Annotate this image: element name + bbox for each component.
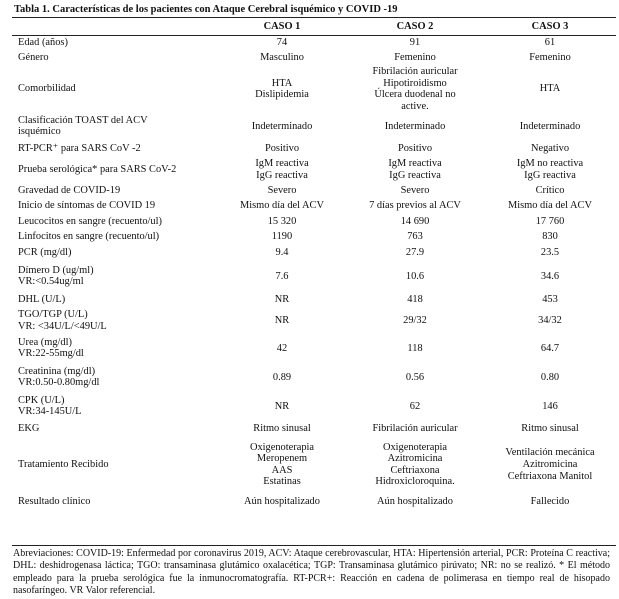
case-2-value: Aún hospitalizado: [377, 495, 453, 507]
table-row: [12, 229, 616, 244]
table-row: [12, 437, 616, 492]
case-3-value: 23.5: [540, 247, 560, 259]
case-2-value: IgM reactiva IgG reactiva: [388, 158, 442, 181]
case-3-value: 34/32: [538, 315, 562, 327]
case-3-value: Ritmo sinusal: [521, 423, 579, 435]
case-2-value: 7 días previos al ACV: [369, 200, 461, 212]
table-row: [12, 66, 616, 112]
row-label: Gravedad de COVID-19: [18, 185, 121, 197]
table-row: [12, 492, 616, 510]
row-label: Dímero D (ug/ml) VR:<0.54ug/ml: [18, 264, 94, 288]
case-2-value: 10.6: [405, 270, 425, 282]
table-row: [12, 420, 616, 437]
case-1-value: Mismo día del ACV: [240, 200, 324, 212]
case-2-value: Indeterminado: [384, 120, 446, 132]
case-2-value: Fibrilación auricular: [372, 423, 458, 435]
caption-label: Tabla 1.: [14, 4, 50, 15]
bottom-rule: [12, 545, 616, 546]
row-label: Creatinina (mg/dl) VR:0.50-0.80mg/dl: [18, 365, 100, 389]
table-row: [12, 291, 616, 307]
case-3-value: Crítico: [535, 185, 565, 197]
row-label: Inicio de síntomas de COVID 19: [18, 200, 156, 212]
header-row: [12, 18, 616, 35]
row-label: TGO/TGP (U/L) VR: <34U/L/<49U/L: [18, 309, 107, 332]
case-1-value: 42: [276, 342, 288, 354]
table-row: [12, 156, 616, 183]
caption-title: Características de los pacientes con Ataque Cerebral isquémico y COVID -19: [52, 4, 398, 15]
table-footnote: Abreviaciones: COVID-19: Enfermedad por coronavirus 2019, ACV: Ataque cerebrovascular, HTA: Hipertensión arterial, PCR: Proteína C reactiva; DHL: deshidrogenasa láctica; TGO: transaminasa glutámico oxalacética; TGP: Transaminasa glutámico pirúvato; NR: no se realizó. * El método empleado para la prueba serológica fue la inmunocromatografía. RT-PCR+: Reacción en cadena de polimerasa en tiempo real de hisopado nasofaríngeo. VR Valor referencial.: [13, 548, 610, 596]
case-2-value: 91: [409, 36, 421, 48]
case-1-value: 15 320: [267, 215, 297, 227]
table-row: [12, 198, 616, 213]
table-row: [12, 261, 616, 291]
header-case-2: CASO 2: [396, 20, 434, 32]
row-label: Linfocitos en sangre (recuento/ul): [18, 231, 160, 243]
case-3-value: Femenino: [529, 52, 571, 64]
case-3-value: 453: [542, 293, 558, 305]
case-3-value: 830: [542, 231, 558, 243]
header-empty: [12, 18, 218, 35]
row-label: CPK (U/L) VR:34-145U/L: [18, 394, 82, 418]
table-body: [12, 35, 616, 510]
case-3-value: Indeterminado: [519, 120, 581, 132]
table-row: [12, 244, 616, 261]
case-3-value: Ventilación mecánica Azitromicina Ceftriaxona Manitol: [505, 447, 595, 482]
case-1-value: Aún hospitalizado: [244, 495, 320, 507]
case-2-value: 763: [407, 231, 423, 243]
header-rule: [12, 35, 616, 36]
table-row: [12, 392, 616, 420]
case-2-value: 0.56: [405, 371, 425, 383]
case-3-value: 61: [544, 36, 556, 48]
case-1-value: 1190: [271, 231, 293, 243]
case-1-value: Oxigenoterapia Meropenem AAS Estatinas: [249, 441, 315, 488]
case-3-value: 17 760: [535, 215, 565, 227]
case-2-value: 418: [407, 293, 423, 305]
row-label: Leucocitos en sangre (recuento/ul): [18, 215, 162, 227]
case-1-value: NR: [274, 400, 290, 412]
row-label: Prueba serológica* para SARS CoV-2: [18, 164, 177, 176]
case-1-value: 0.89: [272, 371, 292, 383]
row-label: Edad (años): [18, 36, 68, 48]
case-2-value: Positivo: [397, 142, 433, 154]
case-1-value: HTA Dislipidemia: [255, 77, 309, 101]
row-label: RT-PCR⁺ para SARS CoV -2: [18, 142, 141, 154]
table-caption: [14, 3, 614, 16]
table-row: [12, 213, 616, 229]
table-row: [12, 362, 616, 392]
case-1-value: NR: [274, 315, 290, 327]
table-row: [12, 183, 616, 198]
row-label: PCR (mg/dl): [18, 247, 72, 259]
row-label: Tratamiento Recibido: [18, 459, 109, 471]
table-row: [12, 140, 616, 156]
case-3-value: Fallecido: [530, 495, 570, 507]
case-3-value: 34.6: [540, 270, 560, 282]
case-3-value: HTA: [539, 83, 561, 95]
case-2-value: 27.9: [405, 247, 425, 259]
patients-table: [12, 18, 616, 510]
case-2-value: 118: [407, 342, 423, 354]
case-3-value: 0.80: [540, 371, 560, 383]
case-1-value: Severo: [267, 185, 297, 197]
case-1-value: Positivo: [264, 142, 300, 154]
row-label: Clasificación TOAST del ACV isquémico: [18, 114, 148, 138]
case-3-value: 146: [542, 400, 558, 412]
case-3-value: Negativo: [530, 142, 570, 154]
table-row: [12, 112, 616, 140]
header-case-1: CASO 1: [263, 20, 301, 32]
case-2-value: Femenino: [394, 52, 436, 64]
case-2-value: 29/32: [403, 315, 427, 327]
table-row: [12, 334, 616, 362]
row-label: EKG: [18, 423, 40, 435]
case-3-value: Mismo día del ACV: [508, 200, 592, 212]
case-1-value: Masculino: [260, 52, 304, 64]
row-label: DHL (U/L): [18, 293, 66, 305]
row-label: Comorbilidad: [18, 83, 76, 95]
header-case-3: CASO 3: [531, 20, 569, 32]
case-1-value: NR: [274, 293, 290, 305]
table-row: [12, 35, 616, 50]
case-1-value: Indeterminado: [251, 120, 313, 132]
case-1-value: 9.4: [275, 247, 289, 259]
case-2-value: Oxigenoterapia Azitromicina Ceftriaxona Hidroxicloroquina.: [375, 441, 455, 488]
case-2-value: 14 690: [400, 215, 430, 227]
table-row: [12, 50, 616, 66]
case-2-value: Fibrilación auricular Hipotiroidismo Úlcera duodenal no active.: [372, 66, 458, 112]
case-1-value: 74: [276, 36, 288, 48]
case-2-value: 62: [409, 400, 421, 412]
case-1-value: Ritmo sinusal: [253, 423, 311, 435]
row-label: Urea (mg/dl) VR:22-55mg/dl: [18, 336, 84, 360]
case-1-value: 7.6: [275, 270, 289, 282]
case-1-value: IgM reactiva IgG reactiva: [255, 158, 309, 181]
case-2-value: Severo: [400, 185, 430, 197]
table-row: [12, 307, 616, 334]
row-label: Género: [18, 52, 49, 64]
row-label: Resultado clínico: [18, 495, 91, 507]
case-3-value: 64.7: [540, 342, 560, 354]
case-3-value: IgM no reactiva IgG reactiva: [516, 158, 584, 181]
